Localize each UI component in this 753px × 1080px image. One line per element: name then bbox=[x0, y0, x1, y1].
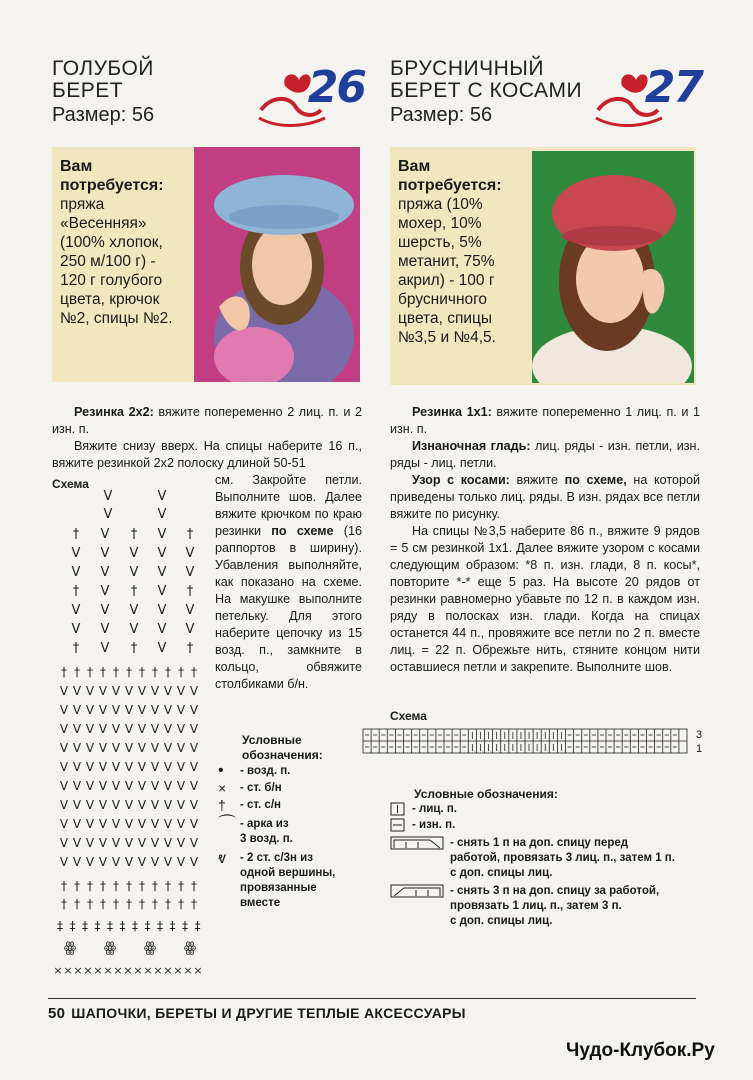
reverse-stockinette-label: Изнаночная гладь: bbox=[412, 439, 531, 453]
cable-text: на которой приведены только лиц. ряды. В изн. рядах все петли вяжите по рисунку. bbox=[390, 473, 701, 521]
svg-text:V: V bbox=[111, 855, 121, 869]
svg-text:V: V bbox=[71, 565, 81, 580]
svg-text:V: V bbox=[157, 527, 167, 542]
legend-item bbox=[218, 764, 363, 779]
svg-text:ꙮ: ꙮ bbox=[143, 940, 157, 956]
svg-text:V: V bbox=[163, 836, 173, 850]
svg-text:†: † bbox=[130, 584, 138, 599]
svg-text:V: V bbox=[72, 779, 82, 793]
svg-text:V: V bbox=[111, 817, 121, 831]
svg-text:V: V bbox=[185, 546, 195, 561]
svg-text:†: † bbox=[61, 665, 67, 679]
legend-27 bbox=[390, 802, 690, 929]
svg-text:V: V bbox=[163, 817, 173, 831]
svg-text:V: V bbox=[124, 722, 134, 736]
legend-item bbox=[218, 814, 363, 847]
svg-text:V: V bbox=[176, 798, 186, 812]
svg-text:†: † bbox=[126, 897, 132, 911]
svg-text:†: † bbox=[113, 897, 119, 911]
purl-stitch-icon bbox=[390, 818, 406, 832]
svg-text:×: × bbox=[183, 964, 193, 977]
svg-text:V: V bbox=[111, 836, 121, 850]
svg-text:V: V bbox=[150, 684, 160, 698]
svg-text:V: V bbox=[157, 489, 167, 504]
svg-text:V: V bbox=[137, 855, 147, 869]
svg-text:V: V bbox=[59, 779, 69, 793]
svg-text:V: V bbox=[137, 817, 147, 831]
svg-text:V: V bbox=[150, 798, 160, 812]
svg-text:V: V bbox=[150, 741, 160, 755]
svg-text:V: V bbox=[59, 817, 69, 831]
svg-text:×: × bbox=[193, 964, 203, 977]
legend-text: - арка из 3 возд. п. bbox=[240, 818, 293, 845]
svg-text:†: † bbox=[178, 665, 184, 679]
svg-text:†: † bbox=[152, 897, 158, 911]
svg-text:†: † bbox=[165, 897, 171, 911]
svg-text:V: V bbox=[163, 855, 173, 869]
knitting-chart bbox=[362, 728, 692, 756]
rib-text: вяжите попеременно 2 лиц. п. и 2 изн. п. bbox=[52, 405, 362, 436]
svg-text:V: V bbox=[98, 779, 108, 793]
svg-text:×: × bbox=[143, 964, 153, 977]
svg-text:V: V bbox=[137, 779, 147, 793]
svg-text:V: V bbox=[189, 703, 199, 717]
instructions-para: На спицы №3,5 наберите 86 п., вяжите 9 рядов = 5 см резинкой 1х1. Далее вяжите узором с косами следующим образом: *8 п. изн. глади, 8 п. косы*, повторите *-* еще 5 раз. На высоте 20 рядов от резинки равномерно убавьте по 12 п. в каждом изн. ряду в полосках изн. глади. Когда на спицах останется 44 п., провяжите все петли по 2 п. вместе лиц. = 22 п. Обрежьте нить, стяните концом нити оставшиеся петли и закрепите. Выполните шов. bbox=[390, 524, 700, 674]
model-photo-blue-beret bbox=[194, 147, 360, 382]
svg-text:V: V bbox=[185, 622, 195, 637]
pattern-title-26: ГОЛУБОЙ БЕРЕТ bbox=[52, 57, 154, 102]
rib-label: Резинка 1х1: bbox=[412, 405, 492, 419]
svg-text:V: V bbox=[85, 703, 95, 717]
svg-text:×: × bbox=[63, 964, 73, 977]
svg-text:V: V bbox=[189, 836, 199, 850]
svg-text:V: V bbox=[176, 703, 186, 717]
svg-text:‡: ‡ bbox=[119, 919, 126, 933]
svg-text:V: V bbox=[111, 684, 121, 698]
svg-text:V: V bbox=[176, 836, 186, 850]
svg-text:V: V bbox=[176, 760, 186, 774]
svg-text:‡: ‡ bbox=[132, 919, 138, 933]
svg-text:V: V bbox=[59, 684, 69, 698]
svg-text:V: V bbox=[176, 741, 186, 755]
svg-text:†: † bbox=[186, 527, 194, 542]
svg-text:V: V bbox=[85, 817, 95, 831]
svg-text:V: V bbox=[59, 722, 69, 736]
instructions-text: (16 раппортов в ширину). Убавления выполняйте, как показано на схеме. На макушке выполните петельку. Для этого наберите цепочку из 15 возд. п., замкните в кольцо, обвяжите столбиками б/н. bbox=[215, 524, 362, 691]
svg-text:V: V bbox=[124, 703, 134, 717]
svg-text:V: V bbox=[157, 641, 167, 656]
legend-item bbox=[218, 851, 363, 911]
svg-text:†: † bbox=[178, 897, 184, 911]
svg-text:V: V bbox=[72, 741, 82, 755]
svg-text:×: × bbox=[123, 964, 133, 977]
svg-text:V: V bbox=[85, 722, 95, 736]
svg-text:V: V bbox=[176, 779, 186, 793]
svg-text:V: V bbox=[85, 760, 95, 774]
arch-icon: ⌒ bbox=[218, 814, 236, 834]
svg-text:†: † bbox=[113, 665, 119, 679]
svg-text:V: V bbox=[85, 855, 95, 869]
svg-text:†: † bbox=[74, 665, 80, 679]
svg-text:†: † bbox=[178, 879, 184, 893]
svg-text:V: V bbox=[163, 703, 173, 717]
svg-text:†: † bbox=[100, 665, 106, 679]
svg-text:†: † bbox=[126, 665, 132, 679]
svg-text:†: † bbox=[126, 879, 132, 893]
svg-text:V: V bbox=[98, 836, 108, 850]
svg-text:V: V bbox=[59, 798, 69, 812]
materials-box-27 bbox=[390, 147, 696, 385]
svg-text:×: × bbox=[83, 964, 93, 977]
cable-pattern-label: Узор с косами: bbox=[412, 473, 510, 487]
svg-text:V: V bbox=[103, 489, 113, 504]
svg-text:†: † bbox=[61, 879, 67, 893]
svg-text:V: V bbox=[124, 817, 134, 831]
cluster-icon: ⱴ bbox=[218, 850, 226, 867]
pattern-number-badge-26 bbox=[255, 62, 365, 132]
legend-text: - снять 3 п на доп. спицу за работой, провязать 1 лиц. п., затем 3 п. с доп. спицы лиц. bbox=[450, 885, 660, 927]
legend-text: - изн. п. bbox=[412, 819, 456, 831]
svg-text:V: V bbox=[98, 703, 108, 717]
double-crochet-icon: † bbox=[218, 797, 226, 813]
pattern-number: 26 bbox=[307, 62, 365, 113]
svg-text:V: V bbox=[176, 855, 186, 869]
svg-text:V: V bbox=[150, 836, 160, 850]
svg-text:V: V bbox=[85, 836, 95, 850]
svg-text:×: × bbox=[113, 964, 123, 977]
svg-text:‡: ‡ bbox=[82, 919, 88, 933]
svg-text:V: V bbox=[176, 722, 186, 736]
instructions-continued-26 bbox=[215, 472, 362, 693]
svg-text:†: † bbox=[165, 879, 171, 893]
svg-text:V: V bbox=[124, 779, 134, 793]
svg-text:ꙮ: ꙮ bbox=[103, 940, 117, 956]
instructions-text: см. Закройте петли. Выполните шов. Далее вяжите крючком по краю резинки bbox=[215, 473, 362, 538]
svg-text:V: V bbox=[129, 565, 139, 580]
scheme-label-27: Схема bbox=[390, 709, 427, 723]
svg-text:×: × bbox=[93, 964, 103, 977]
pattern-number: 27 bbox=[644, 62, 702, 113]
svg-text:†: † bbox=[100, 897, 106, 911]
svg-text:‡: ‡ bbox=[169, 919, 176, 933]
svg-text:V: V bbox=[72, 722, 82, 736]
svg-text:†: † bbox=[191, 879, 197, 893]
svg-text:V: V bbox=[157, 603, 167, 618]
svg-text:†: † bbox=[113, 879, 119, 893]
svg-text:V: V bbox=[163, 798, 173, 812]
svg-text:V: V bbox=[124, 836, 134, 850]
knit-stitch-icon bbox=[390, 802, 406, 816]
svg-text:†: † bbox=[61, 897, 67, 911]
svg-text:V: V bbox=[189, 855, 199, 869]
svg-text:V: V bbox=[163, 722, 173, 736]
svg-text:V: V bbox=[150, 855, 160, 869]
svg-text:V: V bbox=[137, 722, 147, 736]
svg-text:V: V bbox=[98, 798, 108, 812]
svg-text:V: V bbox=[59, 855, 69, 869]
svg-text:V: V bbox=[163, 760, 173, 774]
svg-text:×: × bbox=[173, 964, 183, 977]
svg-text:‡: ‡ bbox=[94, 919, 101, 933]
svg-text:V: V bbox=[150, 779, 160, 793]
single-crochet-icon: × bbox=[218, 780, 227, 796]
svg-text:V: V bbox=[111, 703, 121, 717]
svg-text:†: † bbox=[74, 879, 80, 893]
svg-text:×: × bbox=[133, 964, 143, 977]
materials-text: пряжа (10% мохер, 10% шерсть, 5% метанит, 75% акрил) - 100 г брусничного цвета, спицы №3,5 и №4,5. bbox=[398, 196, 496, 346]
svg-text:†: † bbox=[130, 527, 138, 542]
svg-text:†: † bbox=[165, 665, 171, 679]
rib-text: вяжите попеременно 1 лиц. п. и 1 изн. п. bbox=[390, 405, 700, 436]
svg-text:V: V bbox=[100, 546, 110, 561]
page-number: 50 bbox=[48, 1005, 66, 1022]
scheme-ref: по схеме, bbox=[564, 473, 627, 487]
svg-text:†: † bbox=[186, 641, 194, 656]
svg-text:†: † bbox=[72, 527, 80, 542]
footer-rule bbox=[48, 998, 696, 999]
pattern-size-26: Размер: 56 bbox=[52, 104, 155, 126]
svg-text:V: V bbox=[111, 741, 121, 755]
svg-text:ꙮ: ꙮ bbox=[63, 940, 77, 956]
row-number-1: 1 bbox=[696, 743, 703, 755]
svg-text:V: V bbox=[163, 741, 173, 755]
legend-item bbox=[390, 818, 690, 833]
svg-text:V: V bbox=[111, 760, 121, 774]
svg-text:V: V bbox=[137, 741, 147, 755]
legend-item bbox=[218, 781, 363, 796]
legend-text: - ст. с/н bbox=[240, 799, 281, 811]
svg-text:V: V bbox=[124, 798, 134, 812]
svg-text:V: V bbox=[100, 603, 110, 618]
crochet-chart bbox=[50, 486, 210, 980]
svg-text:‡: ‡ bbox=[69, 919, 76, 933]
svg-text:†: † bbox=[100, 879, 106, 893]
svg-text:V: V bbox=[129, 546, 139, 561]
svg-text:V: V bbox=[189, 684, 199, 698]
instructions-27 bbox=[390, 404, 700, 676]
rib-label: Резинка 2х2: bbox=[74, 405, 154, 419]
svg-text:V: V bbox=[85, 798, 95, 812]
svg-text:‡: ‡ bbox=[182, 919, 188, 933]
legend-text: - лиц. п. bbox=[412, 803, 458, 815]
svg-text:V: V bbox=[157, 546, 167, 561]
svg-text:V: V bbox=[150, 817, 160, 831]
svg-text:V: V bbox=[111, 798, 121, 812]
svg-text:×: × bbox=[163, 964, 173, 977]
svg-text:V: V bbox=[150, 722, 160, 736]
svg-text:†: † bbox=[152, 879, 158, 893]
svg-text:×: × bbox=[153, 964, 163, 977]
left-cable-icon bbox=[390, 884, 444, 898]
materials-heading: Вам потребуется: bbox=[60, 158, 164, 194]
svg-text:V: V bbox=[111, 779, 121, 793]
svg-text:V: V bbox=[124, 760, 134, 774]
svg-text:V: V bbox=[71, 622, 81, 637]
svg-text:†: † bbox=[72, 641, 80, 656]
legend-item bbox=[390, 802, 690, 817]
right-cable-icon bbox=[390, 836, 444, 850]
svg-text:×: × bbox=[103, 964, 113, 977]
svg-text:†: † bbox=[87, 665, 93, 679]
legend-26 bbox=[218, 764, 363, 911]
svg-text:V: V bbox=[59, 741, 69, 755]
svg-text:V: V bbox=[85, 779, 95, 793]
svg-text:‡: ‡ bbox=[157, 919, 163, 933]
svg-text:V: V bbox=[100, 622, 110, 637]
svg-text:†: † bbox=[191, 897, 197, 911]
reverse-stockinette-text: лиц. ряды - изн. петли, изн. ряды - лиц. петли. bbox=[390, 439, 700, 470]
svg-text:V: V bbox=[59, 703, 69, 717]
svg-text:V: V bbox=[72, 817, 82, 831]
svg-text:V: V bbox=[157, 622, 167, 637]
svg-text:V: V bbox=[150, 760, 160, 774]
svg-text:‡: ‡ bbox=[107, 919, 113, 933]
materials-text: пряжа «Весенняя» (100% хлопок, 250 м/100 г) - 120 г голубого цвета, крючок №2, спицы №2. bbox=[60, 196, 173, 327]
instructions-para: Вяжите снизу вверх. На спицы наберите 16 п., вяжите резинкой 2х2 полоску длиной 50-51 bbox=[52, 439, 362, 470]
svg-text:†: † bbox=[130, 641, 138, 656]
svg-text:V: V bbox=[100, 527, 110, 542]
svg-text:V: V bbox=[189, 741, 199, 755]
svg-text:V: V bbox=[72, 798, 82, 812]
legend-text: - ст. б/н bbox=[240, 782, 282, 794]
svg-text:†: † bbox=[139, 897, 145, 911]
svg-text:V: V bbox=[124, 741, 134, 755]
svg-text:V: V bbox=[72, 684, 82, 698]
legend-item bbox=[390, 836, 690, 881]
svg-text:V: V bbox=[137, 836, 147, 850]
svg-text:V: V bbox=[124, 855, 134, 869]
svg-text:V: V bbox=[189, 722, 199, 736]
materials-heading: Вам потребуется: bbox=[398, 158, 502, 194]
svg-text:V: V bbox=[98, 855, 108, 869]
svg-text:V: V bbox=[189, 779, 199, 793]
svg-text:V: V bbox=[129, 622, 139, 637]
svg-text:V: V bbox=[157, 584, 167, 599]
svg-text:‡: ‡ bbox=[194, 919, 201, 933]
svg-text:V: V bbox=[100, 584, 110, 599]
instructions-26 bbox=[52, 404, 362, 472]
svg-text:×: × bbox=[53, 964, 63, 977]
svg-text:†: † bbox=[87, 897, 93, 911]
svg-text:V: V bbox=[72, 760, 82, 774]
svg-text:‡: ‡ bbox=[57, 919, 63, 933]
svg-text:V: V bbox=[111, 722, 121, 736]
svg-text:†: † bbox=[191, 665, 197, 679]
svg-text:V: V bbox=[98, 741, 108, 755]
svg-text:V: V bbox=[163, 779, 173, 793]
svg-text:V: V bbox=[129, 603, 139, 618]
svg-text:V: V bbox=[98, 760, 108, 774]
legend-title-26: Условные обозначения: bbox=[242, 733, 323, 762]
svg-text:V: V bbox=[98, 817, 108, 831]
legend-text: - 2 ст. с/3н из одной вершины, провязанные вместе bbox=[240, 852, 336, 909]
svg-text:†: † bbox=[72, 584, 80, 599]
svg-text:†: † bbox=[87, 879, 93, 893]
svg-text:V: V bbox=[137, 798, 147, 812]
svg-text:†: † bbox=[74, 897, 80, 911]
svg-text:V: V bbox=[72, 855, 82, 869]
svg-text:V: V bbox=[163, 684, 173, 698]
svg-text:V: V bbox=[85, 684, 95, 698]
pattern-title-27: БРУСНИЧНЫЙ БЕРЕТ С КОСАМИ bbox=[390, 57, 583, 102]
svg-text:V: V bbox=[185, 603, 195, 618]
pattern-size-27: Размер: 56 bbox=[390, 104, 493, 126]
model-photo-red-beret bbox=[532, 151, 694, 383]
svg-text:V: V bbox=[157, 565, 167, 580]
svg-text:V: V bbox=[103, 507, 113, 522]
svg-text:V: V bbox=[189, 817, 199, 831]
svg-text:ꙮ: ꙮ bbox=[183, 940, 197, 956]
svg-text:‡: ‡ bbox=[144, 919, 151, 933]
scheme-ref: по схеме bbox=[271, 524, 334, 538]
svg-text:V: V bbox=[98, 722, 108, 736]
svg-text:V: V bbox=[137, 703, 147, 717]
svg-text:×: × bbox=[73, 964, 83, 977]
cable-text: вяжите bbox=[509, 473, 565, 487]
svg-text:V: V bbox=[71, 603, 81, 618]
svg-text:†: † bbox=[139, 879, 145, 893]
legend-item bbox=[218, 798, 363, 813]
legend-item bbox=[390, 884, 690, 929]
svg-text:†: † bbox=[152, 665, 158, 679]
svg-text:V: V bbox=[72, 703, 82, 717]
svg-text:V: V bbox=[176, 817, 186, 831]
svg-text:V: V bbox=[137, 760, 147, 774]
legend-text: - снять 1 п на доп. спицу перед работой, провязать 3 лиц. п., затем 1 п. с доп. спицы лиц. bbox=[450, 837, 675, 879]
svg-text:V: V bbox=[157, 507, 167, 522]
scheme-label-26: Схема bbox=[52, 477, 89, 491]
svg-text:V: V bbox=[98, 684, 108, 698]
svg-text:V: V bbox=[100, 565, 110, 580]
svg-text:†: † bbox=[139, 665, 145, 679]
svg-text:V: V bbox=[137, 684, 147, 698]
row-number-3: 3 bbox=[696, 729, 703, 741]
svg-text:V: V bbox=[189, 760, 199, 774]
svg-text:V: V bbox=[150, 703, 160, 717]
svg-text:V: V bbox=[189, 798, 199, 812]
svg-text:V: V bbox=[71, 546, 81, 561]
chain-stitch-icon: • bbox=[218, 762, 224, 779]
svg-text:V: V bbox=[100, 641, 110, 656]
svg-text:V: V bbox=[72, 836, 82, 850]
watermark: Чудо-Клубок.Ру bbox=[566, 1040, 715, 1061]
footer bbox=[48, 1005, 466, 1022]
svg-text:V: V bbox=[124, 684, 134, 698]
legend-title-27: Условные обозначения: bbox=[414, 787, 558, 801]
svg-text:V: V bbox=[176, 684, 186, 698]
pattern-number-badge-27 bbox=[592, 62, 702, 132]
svg-text:V: V bbox=[59, 760, 69, 774]
svg-text:†: † bbox=[186, 584, 194, 599]
footer-text: ШАПОЧКИ, БЕРЕТЫ И ДРУГИЕ ТЕПЛЫЕ АКСЕССУАРЫ bbox=[71, 1005, 466, 1021]
materials-box-26 bbox=[52, 147, 360, 382]
svg-text:V: V bbox=[185, 565, 195, 580]
svg-text:V: V bbox=[59, 836, 69, 850]
svg-text:V: V bbox=[85, 741, 95, 755]
legend-text: - возд. п. bbox=[240, 765, 291, 777]
